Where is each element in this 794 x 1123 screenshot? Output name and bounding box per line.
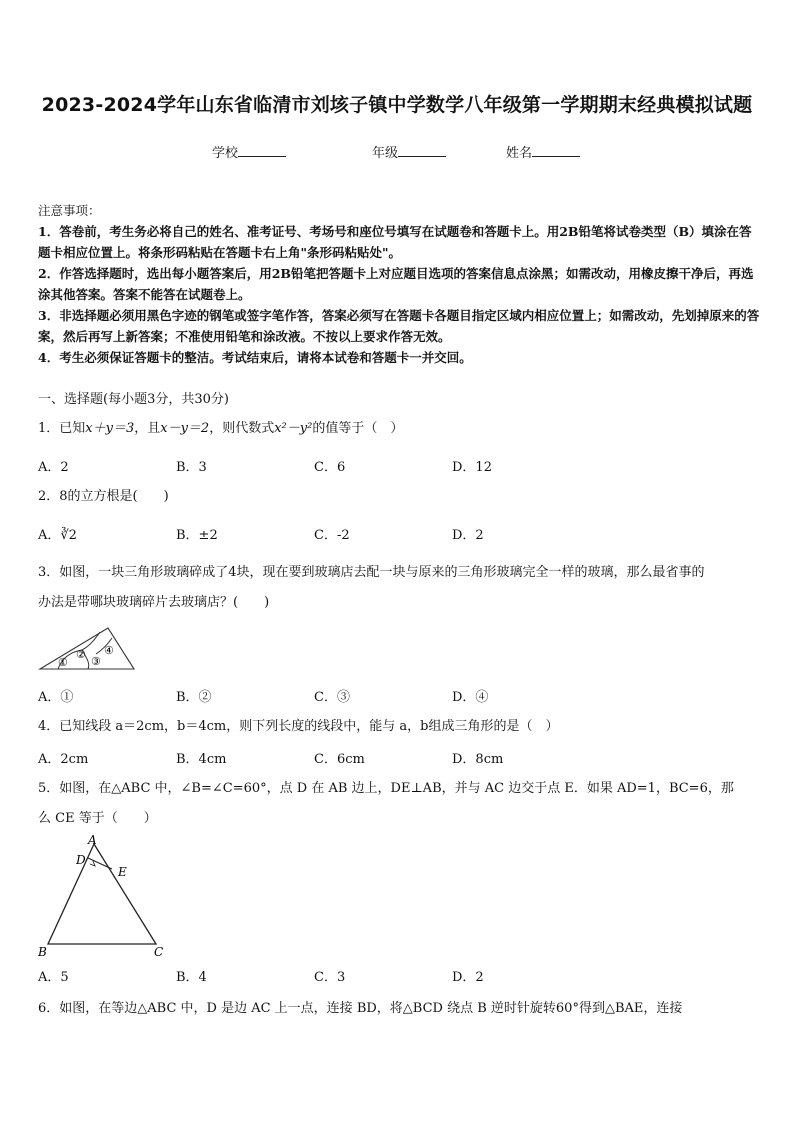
q3-broken-triangle-figure bbox=[36, 624, 138, 672]
name-label: 姓名 bbox=[506, 146, 533, 161]
q5-label-d: D bbox=[76, 853, 86, 867]
question-5-line-2: 么 CE 等于（ ） bbox=[38, 811, 157, 826]
q1-option-b: B．3 bbox=[176, 460, 207, 475]
q5-label-e: E bbox=[118, 865, 127, 879]
school-field bbox=[212, 142, 286, 161]
q5-option-a: A．5 bbox=[38, 970, 69, 985]
q5-right-angle-mark bbox=[90, 861, 95, 866]
q1-option-d: D．12 bbox=[452, 460, 492, 475]
q3-option-b: B．② bbox=[176, 690, 212, 705]
q5-option-b: B．4 bbox=[176, 970, 207, 985]
q4-option-b: B．4cm bbox=[176, 752, 227, 767]
question-1-stem bbox=[38, 418, 403, 439]
page-title: 2023-2024学年山东省临清市刘垓子镇中学数学八年级第一学期期末经典模拟试题 bbox=[41, 94, 753, 116]
q4-option-d: D．8cm bbox=[452, 752, 504, 767]
q5-triangle-abc bbox=[48, 844, 156, 944]
notice-item-3: 3．非选择题必须用黑色字迹的钢笔或签字笔作答，答案必须写在答题卡各题目指定区域内相应位置上；如需改动，先划掉原来的答案，然后再写上新答案；不准使用铅笔和涂改液。不按以上要求作答无效。 bbox=[38, 308, 760, 344]
q5-label-a: A bbox=[88, 834, 97, 847]
q4-option-c: C．6cm bbox=[314, 752, 365, 767]
q5-triangle-figure bbox=[34, 834, 174, 960]
grade-label: 年级 bbox=[372, 146, 399, 161]
q5-option-d: D．2 bbox=[452, 970, 484, 985]
q1-suffix: 的值等于（ ） bbox=[312, 421, 404, 436]
q1-option-a: A．2 bbox=[38, 460, 69, 475]
q3-label-2: ② bbox=[76, 648, 86, 661]
q3-label-4: ④ bbox=[104, 644, 114, 657]
question-6-stem: 6．如图，在等边△ABC 中，D 是边 AC 上一点，连接 BD，将△BCD 绕点 B 逆时针旋转60°得到△BAE，连接 bbox=[38, 1001, 683, 1016]
notice-item-2: 2．作答选择题时，选出每小题答案后，用2B铅笔把答题卡上对应题目选项的答案信息点涂黑；如需改动，用橡皮擦干净后，再选涂其他答案。答案不能答在试题卷上。 bbox=[38, 266, 754, 302]
q3-option-a: A．① bbox=[38, 690, 74, 705]
q5-segment-de bbox=[88, 858, 112, 869]
q1-eq1: x＋y＝3 bbox=[85, 421, 135, 436]
name-blank bbox=[532, 144, 580, 157]
q3-triangle-outline bbox=[40, 628, 134, 669]
grade-field bbox=[372, 142, 446, 161]
q3-label-3: ③ bbox=[91, 655, 101, 668]
q5-label-c: C bbox=[154, 945, 164, 959]
question-3-line-1: 3．如图，一块三角形玻璃碎成了4块，现在要到玻璃店去配一块与原来的三角形玻璃完全一样的玻璃，那么最省事的 bbox=[38, 565, 705, 580]
q1-expr: x²－y² bbox=[274, 421, 313, 436]
q1-mid: ，且 bbox=[134, 421, 161, 436]
q2-option-b: B．±2 bbox=[176, 528, 218, 543]
notice-heading: 注意事项： bbox=[38, 203, 101, 218]
q5-label-b: B bbox=[38, 945, 47, 959]
name-field bbox=[506, 142, 580, 161]
school-blank bbox=[238, 144, 286, 157]
question-5-line-1: 5．如图，在△ABC 中，∠B=∠C=60°，点 D 在 AB 边上，DE⊥AB，并与 AC 边交于点 E．如果 AD=1，BC=6，那 bbox=[38, 781, 734, 796]
grade-blank bbox=[398, 144, 446, 157]
q2-option-d: D．2 bbox=[452, 528, 484, 543]
school-label: 学校 bbox=[212, 146, 239, 161]
section-heading: 一、选择题(每小题3分，共30分) bbox=[38, 392, 229, 407]
q3-label-1: ① bbox=[58, 656, 68, 669]
question-3-line-2: 办法是带哪块玻璃碎片去玻璃店？( ) bbox=[38, 595, 270, 610]
q1-mid2: ，则代数式 bbox=[209, 421, 275, 436]
q4-option-a: A．2cm bbox=[38, 752, 89, 767]
q2-option-a: A．∛2 bbox=[38, 528, 77, 543]
question-4-stem: 4．已知线段 a＝2cm，b＝4cm，则下列长度的线段中，能与 a，b组成三角形的是（ ） bbox=[38, 719, 559, 734]
q1-eq2: x－y＝2 bbox=[160, 421, 210, 436]
notice-item-4: 4．考生必须保证答题卡的整洁。考试结束后，请将本试卷和答题卡一并交回。 bbox=[38, 350, 472, 365]
q2-option-c: C．-2 bbox=[314, 528, 350, 543]
question-2-stem: 2．8的立方根是( ) bbox=[38, 489, 169, 504]
notice-item-1: 1．答卷前，考生务必将自己的姓名、准考证号、考场号和座位号填写在试题卷和答题卡上。用2B铅笔将试卷类型（B）填涂在答题卡相应位置上。将条形码粘贴在答题卡右上角"条形码粘贴处"。 bbox=[38, 224, 752, 260]
q3-option-d: D．④ bbox=[452, 690, 489, 705]
q1-option-c: C．6 bbox=[314, 460, 346, 475]
q3-option-c: C．③ bbox=[314, 690, 350, 705]
q1-prefix: 1．已知 bbox=[38, 421, 86, 436]
q5-option-c: C．3 bbox=[314, 970, 346, 985]
